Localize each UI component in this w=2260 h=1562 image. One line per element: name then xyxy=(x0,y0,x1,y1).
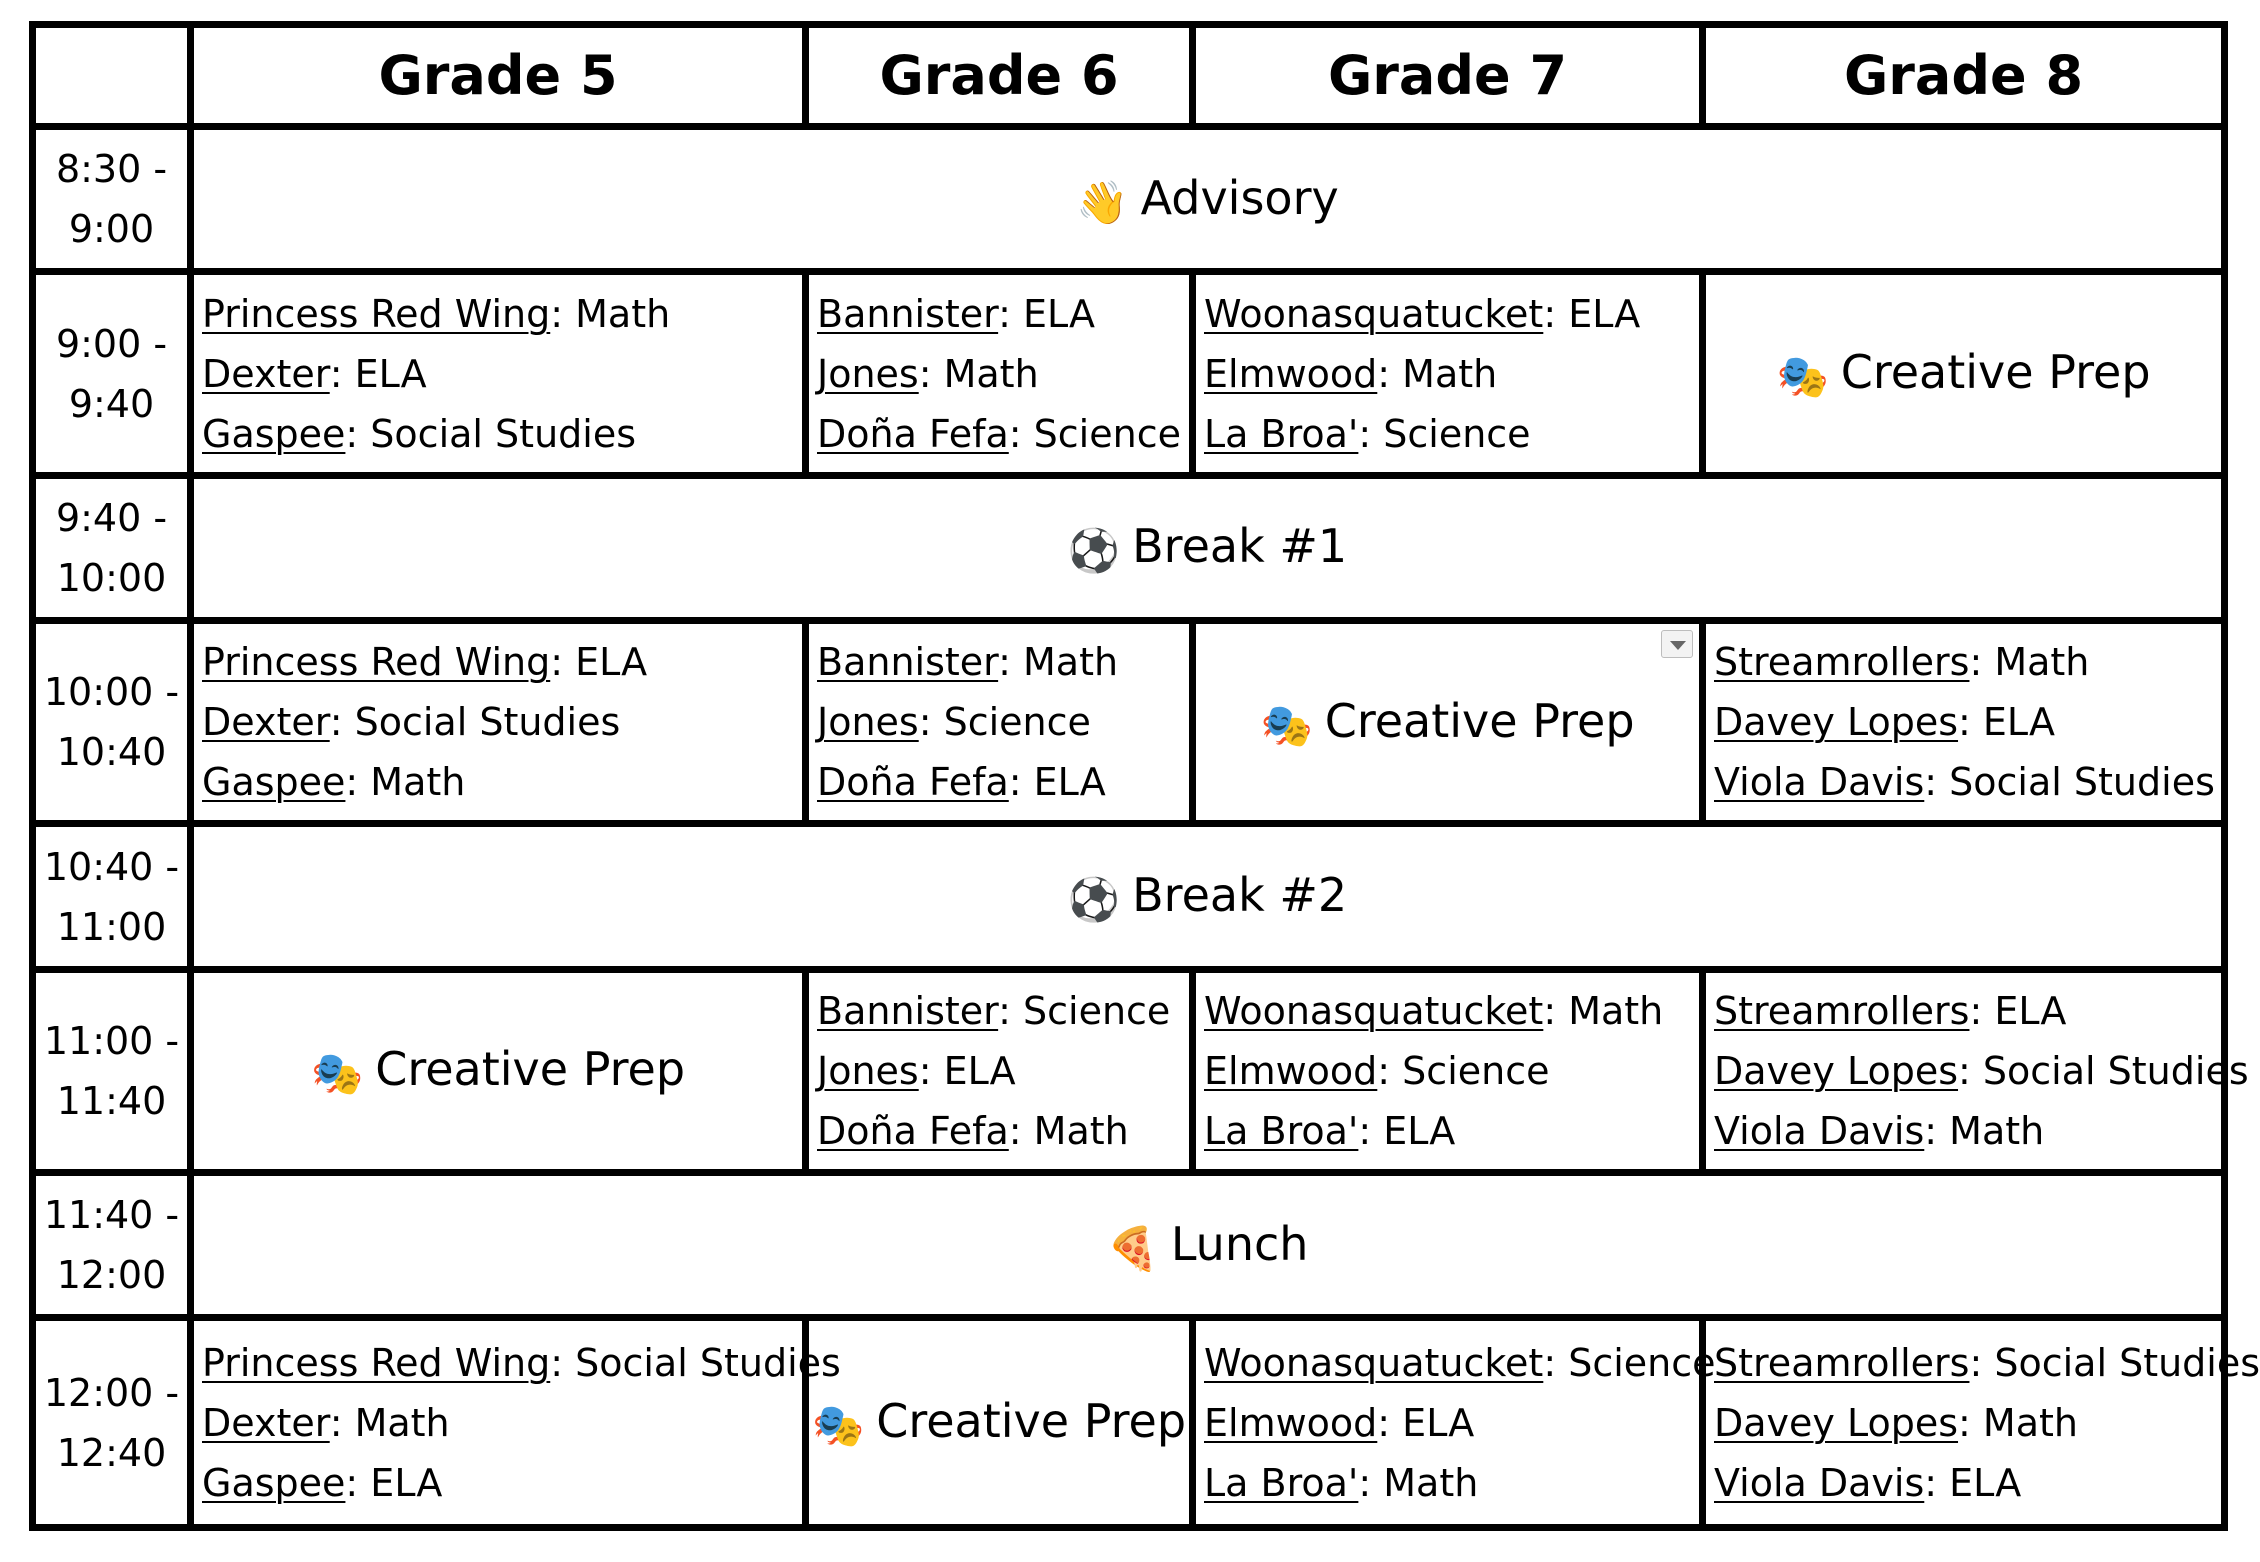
time-slot[interactable] xyxy=(33,127,191,272)
teacher-link[interactable]: Elmwood xyxy=(1204,1400,1378,1445)
class-entry xyxy=(202,404,802,464)
subject-text: : Math xyxy=(1543,988,1664,1033)
grade-7-classes-cell[interactable] xyxy=(1193,1318,1716,1528)
teacher-link[interactable]: Princess Red Wing xyxy=(202,291,551,336)
all-grades-block[interactable] xyxy=(191,1173,2225,1318)
class-entry xyxy=(1204,1393,1699,1453)
teacher-link[interactable]: Dexter xyxy=(202,700,330,745)
subject-text: : Science xyxy=(1543,1340,1716,1385)
time-slot[interactable] xyxy=(33,1173,191,1318)
theater-masks-icon: 🎭 xyxy=(310,1049,364,1099)
class-entry xyxy=(1714,752,2221,812)
subject-text: : Math xyxy=(1377,351,1498,396)
class-entry xyxy=(1204,1041,1699,1101)
all-grades-block[interactable] xyxy=(191,824,2225,969)
subject-text: : Math xyxy=(1969,640,2090,685)
time-end: 9:00 xyxy=(68,207,155,252)
class-entry xyxy=(202,752,802,812)
teacher-link[interactable]: Jones xyxy=(817,1048,919,1093)
subject-text: : Math xyxy=(345,760,466,805)
teacher-link[interactable]: Gaspee xyxy=(202,1460,346,1505)
grade-8-classes-cell[interactable] xyxy=(1703,621,2225,824)
teacher-link[interactable]: Bannister xyxy=(817,988,999,1033)
class-entry xyxy=(1714,1333,2260,1393)
grade-5-creative-prep-cell[interactable] xyxy=(191,969,806,1172)
class-entry xyxy=(817,632,1189,692)
time-start: 10:40 - xyxy=(43,844,180,889)
teacher-link[interactable]: Davey Lopes xyxy=(1714,1048,1959,1093)
time-slot[interactable] xyxy=(33,824,191,969)
class-entry xyxy=(202,692,802,752)
pizza-icon: 🍕 xyxy=(1106,1223,1159,1273)
prep-label: Creative Prep xyxy=(1324,693,1635,748)
subject-text: : Science xyxy=(1358,411,1531,456)
prep-label: Break #1 xyxy=(1132,519,1348,574)
block-row xyxy=(33,1173,2225,1318)
class-entry xyxy=(1714,1453,2221,1513)
class-entry xyxy=(1714,981,2221,1041)
class-entry xyxy=(1204,1101,1699,1161)
grade-7-header[interactable]: Grade 7 xyxy=(1193,25,1703,127)
grade-5-classes-cell[interactable] xyxy=(191,1318,841,1528)
class-entry xyxy=(817,1101,1189,1161)
subject-text: : Social Studies xyxy=(550,1340,841,1385)
soccer-ball-icon: ⚽ xyxy=(1067,526,1121,576)
teacher-link[interactable]: La Broa' xyxy=(1204,1460,1359,1505)
subject-text: : ELA xyxy=(1543,291,1641,336)
grade-8-header[interactable]: Grade 8 xyxy=(1703,25,2225,127)
class-row xyxy=(33,969,2225,1172)
teacher-link[interactable]: Woonasquatucket xyxy=(1204,291,1544,336)
grade-6-header[interactable]: Grade 6 xyxy=(806,25,1193,127)
subject-text: : Math xyxy=(550,291,671,336)
block-row xyxy=(33,824,2225,969)
subject-text: : Science xyxy=(1008,411,1181,456)
soccer-ball-icon: ⚽ xyxy=(1067,875,1121,925)
subject-text: : Science xyxy=(918,700,1091,745)
teacher-link[interactable]: Gaspee xyxy=(202,760,346,805)
teacher-link[interactable]: Elmwood xyxy=(1204,1048,1378,1093)
time-start: 9:40 - xyxy=(55,495,168,540)
corner-cell[interactable] xyxy=(33,25,191,127)
subject-text: : ELA xyxy=(1924,1460,2022,1505)
theater-masks-icon: 🎭 xyxy=(1260,700,1313,750)
class-entry xyxy=(1714,692,2221,752)
grade-6-classes-cell[interactable] xyxy=(806,621,1193,824)
grade-5-header[interactable]: Grade 5 xyxy=(191,25,806,127)
prep-label: Creative Prep xyxy=(1840,345,2151,400)
time-slot[interactable] xyxy=(33,1318,191,1528)
time-slot[interactable] xyxy=(33,475,191,620)
prep-label: Break #2 xyxy=(1132,868,1348,923)
subject-text: : Math xyxy=(918,351,1039,396)
all-grades-block[interactable] xyxy=(191,127,2225,272)
subject-text: : Science xyxy=(998,988,1171,1033)
class-entry xyxy=(817,404,1189,464)
time-start: 9:00 - xyxy=(55,321,168,366)
subject-text: : Math xyxy=(998,640,1119,685)
subject-text: : Social Studies xyxy=(1924,760,2215,805)
theater-masks-icon: 🎭 xyxy=(1776,352,1829,402)
teacher-link[interactable]: Princess Red Wing xyxy=(202,1340,551,1385)
class-entry xyxy=(1204,344,1699,404)
header-row xyxy=(33,25,2225,127)
grade-8-creative-prep-cell[interactable] xyxy=(1703,272,2225,475)
time-end: 10:00 xyxy=(56,555,167,600)
theater-masks-icon: 🎭 xyxy=(811,1401,865,1451)
grade-7-classes-cell[interactable] xyxy=(1193,969,1703,1172)
teacher-link[interactable]: Davey Lopes xyxy=(1714,1400,1959,1445)
time-end: 12:00 xyxy=(56,1253,167,1298)
teacher-link[interactable]: Woonasquatucket xyxy=(1204,988,1544,1033)
time-slot[interactable] xyxy=(33,272,191,475)
grade-7-classes-cell[interactable] xyxy=(1193,272,1703,475)
time-end: 12:40 xyxy=(56,1430,167,1475)
class-row xyxy=(33,272,2225,475)
schedule-body xyxy=(33,127,2260,1528)
prep-label: Creative Prep xyxy=(876,1394,1187,1449)
class-entry xyxy=(1714,1041,2249,1101)
cell-dropdown-button[interactable] xyxy=(1661,630,1693,658)
subject-text: : Math xyxy=(1008,1108,1129,1153)
subject-text: : ELA xyxy=(345,1460,443,1505)
class-entry xyxy=(1714,1393,2221,1453)
subject-text: : Math xyxy=(1358,1460,1479,1505)
teacher-link[interactable]: Streamrollers xyxy=(1714,988,1970,1033)
class-entry xyxy=(1204,981,1699,1041)
class-entry xyxy=(202,284,802,344)
teacher-link[interactable]: Jones xyxy=(817,351,919,396)
time-slot[interactable] xyxy=(33,621,191,824)
subject-text: : Math xyxy=(1924,1108,2045,1153)
waving-hand-icon: 👋 xyxy=(1076,177,1129,227)
subject-text: : ELA xyxy=(918,1048,1016,1093)
grade-8-classes-cell[interactable] xyxy=(1703,969,2249,1172)
subject-text: : Social Studies xyxy=(345,411,637,456)
time-slot[interactable] xyxy=(33,969,191,1172)
grade-5-classes-cell[interactable] xyxy=(191,621,806,824)
class-entry xyxy=(817,1041,1189,1101)
class-entry xyxy=(817,284,1189,344)
subject-text: : Social Studies xyxy=(1958,1048,2249,1093)
schedule-table xyxy=(29,21,2260,1531)
grade-6-creative-prep-cell[interactable] xyxy=(806,1318,1193,1528)
teacher-link[interactable]: Viola Davis xyxy=(1714,1460,1925,1505)
teacher-link[interactable]: Princess Red Wing xyxy=(202,640,551,685)
time-start: 8:30 - xyxy=(55,147,168,192)
grade-6-classes-cell[interactable] xyxy=(806,969,1193,1172)
subject-text: : ELA xyxy=(329,351,427,396)
teacher-link[interactable]: La Broa' xyxy=(1204,1108,1359,1153)
teacher-link[interactable]: Streamrollers xyxy=(1714,640,1970,685)
teacher-link[interactable]: Jones xyxy=(817,700,919,745)
class-entry xyxy=(202,1393,802,1453)
time-end: 9:40 xyxy=(68,381,155,426)
teacher-link[interactable]: Dexter xyxy=(202,351,330,396)
subject-text: : ELA xyxy=(1377,1400,1475,1445)
class-entry xyxy=(1204,404,1699,464)
class-entry xyxy=(202,632,802,692)
teacher-link[interactable]: La Broa' xyxy=(1204,411,1359,456)
block-row xyxy=(33,475,2225,620)
subject-text: : Math xyxy=(329,1400,450,1445)
subject-text: : ELA xyxy=(1958,700,2055,745)
teacher-link[interactable]: Bannister xyxy=(817,291,999,336)
grade-8-classes-cell[interactable] xyxy=(1703,1318,2260,1528)
subject-text: : ELA xyxy=(1358,1108,1456,1153)
teacher-link[interactable]: Streamrollers xyxy=(1714,1340,1970,1385)
teacher-link[interactable]: Doña Fefa xyxy=(817,411,1009,456)
block-row xyxy=(33,127,2225,272)
teacher-link[interactable]: Gaspee xyxy=(202,411,346,456)
prep-label: Lunch xyxy=(1170,1216,1309,1271)
time-end: 10:40 xyxy=(56,730,167,775)
class-entry xyxy=(1714,632,2221,692)
prep-label: Advisory xyxy=(1140,170,1339,225)
grade-5-classes-cell[interactable] xyxy=(191,272,806,475)
time-start: 10:00 - xyxy=(43,670,180,715)
time-start: 12:00 - xyxy=(43,1370,180,1415)
class-entry xyxy=(202,344,802,404)
subject-text: : Science xyxy=(1377,1048,1550,1093)
teacher-link[interactable]: Doña Fefa xyxy=(817,760,1009,805)
teacher-link[interactable]: Viola Davis xyxy=(1714,760,1925,805)
class-entry xyxy=(202,1333,841,1393)
time-start: 11:00 - xyxy=(43,1018,180,1063)
all-grades-block[interactable] xyxy=(191,475,2225,620)
prep-label: Creative Prep xyxy=(375,1042,686,1097)
teacher-link[interactable]: Bannister xyxy=(817,640,999,685)
time-start: 11:40 - xyxy=(43,1193,180,1238)
time-end: 11:00 xyxy=(56,904,167,949)
class-row xyxy=(33,1318,2225,1528)
subject-text: : Social Studies xyxy=(1969,1340,2260,1385)
class-entry xyxy=(1204,1453,1699,1513)
class-entry xyxy=(817,692,1189,752)
subject-text: : Math xyxy=(1958,1400,2078,1445)
subject-text: : Social Studies xyxy=(329,700,621,745)
subject-text: : ELA xyxy=(1969,988,2067,1033)
teacher-link[interactable]: Doña Fefa xyxy=(817,1108,1009,1153)
class-entry xyxy=(202,1453,802,1513)
class-row xyxy=(33,621,2225,824)
teacher-link[interactable]: Davey Lopes xyxy=(1714,700,1959,745)
class-entry xyxy=(1204,284,1699,344)
class-entry xyxy=(1204,1333,1716,1393)
subject-text: : ELA xyxy=(998,291,1096,336)
grade-7-creative-prep-cell[interactable] xyxy=(1193,621,1703,824)
teacher-link[interactable]: Dexter xyxy=(202,1400,330,1445)
subject-text: : ELA xyxy=(1008,760,1106,805)
teacher-link[interactable]: Viola Davis xyxy=(1714,1108,1925,1153)
class-entry xyxy=(817,752,1189,812)
teacher-link[interactable]: Woonasquatucket xyxy=(1204,1340,1544,1385)
subject-text: : ELA xyxy=(550,640,648,685)
class-entry xyxy=(817,344,1189,404)
grade-6-classes-cell[interactable] xyxy=(806,272,1193,475)
time-end: 11:40 xyxy=(56,1078,167,1123)
teacher-link[interactable]: Elmwood xyxy=(1204,351,1378,396)
class-entry xyxy=(817,981,1189,1041)
class-entry xyxy=(1714,1101,2221,1161)
